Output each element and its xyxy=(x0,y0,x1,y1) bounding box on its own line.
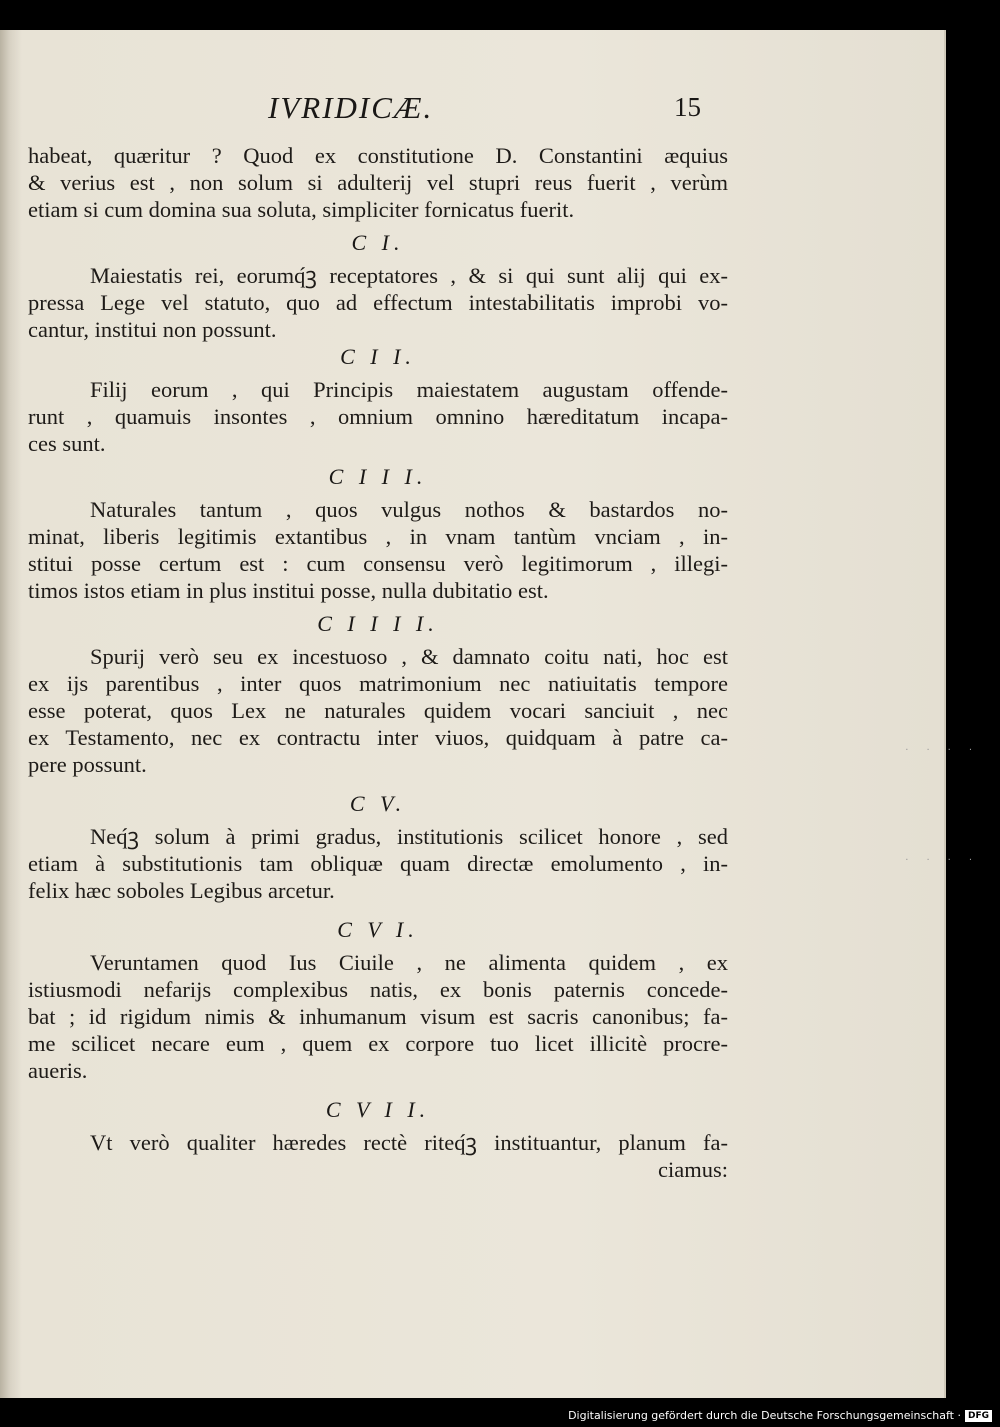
text-line: Filij eorum , qui Principis maiestatem augustam offende- xyxy=(90,377,728,402)
section-heading: C I I I I. xyxy=(317,611,439,636)
page-body xyxy=(28,142,728,1183)
text-line: me scilicet necare eum , quem ex corpore tuo licet illicitè procre- xyxy=(28,1031,728,1056)
text-line: bat ; id rigidum nimis & inhumanum visum est sacris canonibus; fa- xyxy=(28,1004,728,1029)
text-line: Naturales tantum , quos vulgus nothos & bastardos no- xyxy=(90,497,728,522)
section-heading: C I I. xyxy=(340,344,416,369)
text-line: timos istos etiam in plus institui posse, nulla dubitatio est. xyxy=(28,578,549,603)
text-line: pere possunt. xyxy=(28,752,147,777)
text-line: minat, liberis legitimis extantibus , in vnam tantùm vnciam , in- xyxy=(28,524,728,549)
text-line: ex Testamento, nec ex contractu inter viuos, quidquam à patre ca- xyxy=(28,725,728,750)
text-line: habeat, quæritur ? Quod ex constitutione D. Constantini æquius xyxy=(28,143,728,168)
text-line: Veruntamen quod Ius Ciuile , ne alimenta quidem , ex xyxy=(90,950,728,975)
credit-text: Digitalisierung gefördert durch die Deutsche Forschungsgemeinschaft · xyxy=(568,1409,961,1422)
section-heading: C V I I. xyxy=(325,1097,431,1122)
text-line: ces sunt. xyxy=(28,431,106,456)
scan-dots: .... xyxy=(905,852,990,863)
text-line: cantur, institui non possunt. xyxy=(28,317,277,342)
text-line: Maiestatis rei, eorumq́ꝫ receptatores , & si qui sunt alij qui ex- xyxy=(90,263,728,288)
text-line: felix hæc soboles Legibus arcetur. xyxy=(28,878,335,903)
text-line: Neq́ꝫ solum à primi gradus, institutionis scilicet honore , sed xyxy=(90,824,728,849)
page-number: 15 xyxy=(674,92,701,122)
section-heading: C V. xyxy=(349,791,407,816)
text-line: etiam à substitutionis tam obliquæ quam directæ emolumento , in- xyxy=(28,851,728,876)
digitization-credit xyxy=(568,1409,992,1422)
text-line: Spurij verò seu ex incestuoso , & damnato coitu nati, hoc est xyxy=(90,644,728,669)
section-heading: C I I I. xyxy=(328,464,428,489)
dfg-logo-icon: DFG xyxy=(965,1410,992,1422)
text-line: pressa Lege vel statuto, quo ad effectum intestabilitatis improbi vo- xyxy=(28,290,728,315)
text-line: ex ijs parentibus , inter quos matrimonium nec natiuitatis tempore xyxy=(28,671,728,696)
running-head xyxy=(0,90,944,130)
book-page xyxy=(0,30,946,1398)
text-line: aueris. xyxy=(28,1058,88,1083)
text-line: stitui posse certum est : cum consensu verò legitimorum , illegi- xyxy=(28,551,728,576)
text-line: runt , quamuis insontes , omnium omnino hæreditatum incapa- xyxy=(28,404,728,429)
scan-dots: .... xyxy=(905,742,990,753)
text-line: esse poterat, quos Lex ne naturales quidem vocari sanciuit , nec xyxy=(28,698,728,723)
text-line: Vt verò qualiter hæredes rectè riteq́ꝫ instituantur, planum fa- xyxy=(90,1130,728,1155)
text-line: istiusmodi nefarijs complexibus natis, ex bonis paternis concede- xyxy=(28,977,728,1002)
text-line: & verius est , non solum si adulterij vel stupri reus fuerit , verùm xyxy=(28,170,728,195)
section-heading: C V I. xyxy=(337,917,419,942)
text-line: ciamus: xyxy=(658,1157,728,1182)
text-line: etiam si cum domina sua soluta, simpliciter fornicatus fuerit. xyxy=(28,197,575,222)
section-heading: C I. xyxy=(351,230,405,255)
running-title: IVRIDICÆ. xyxy=(268,90,434,125)
